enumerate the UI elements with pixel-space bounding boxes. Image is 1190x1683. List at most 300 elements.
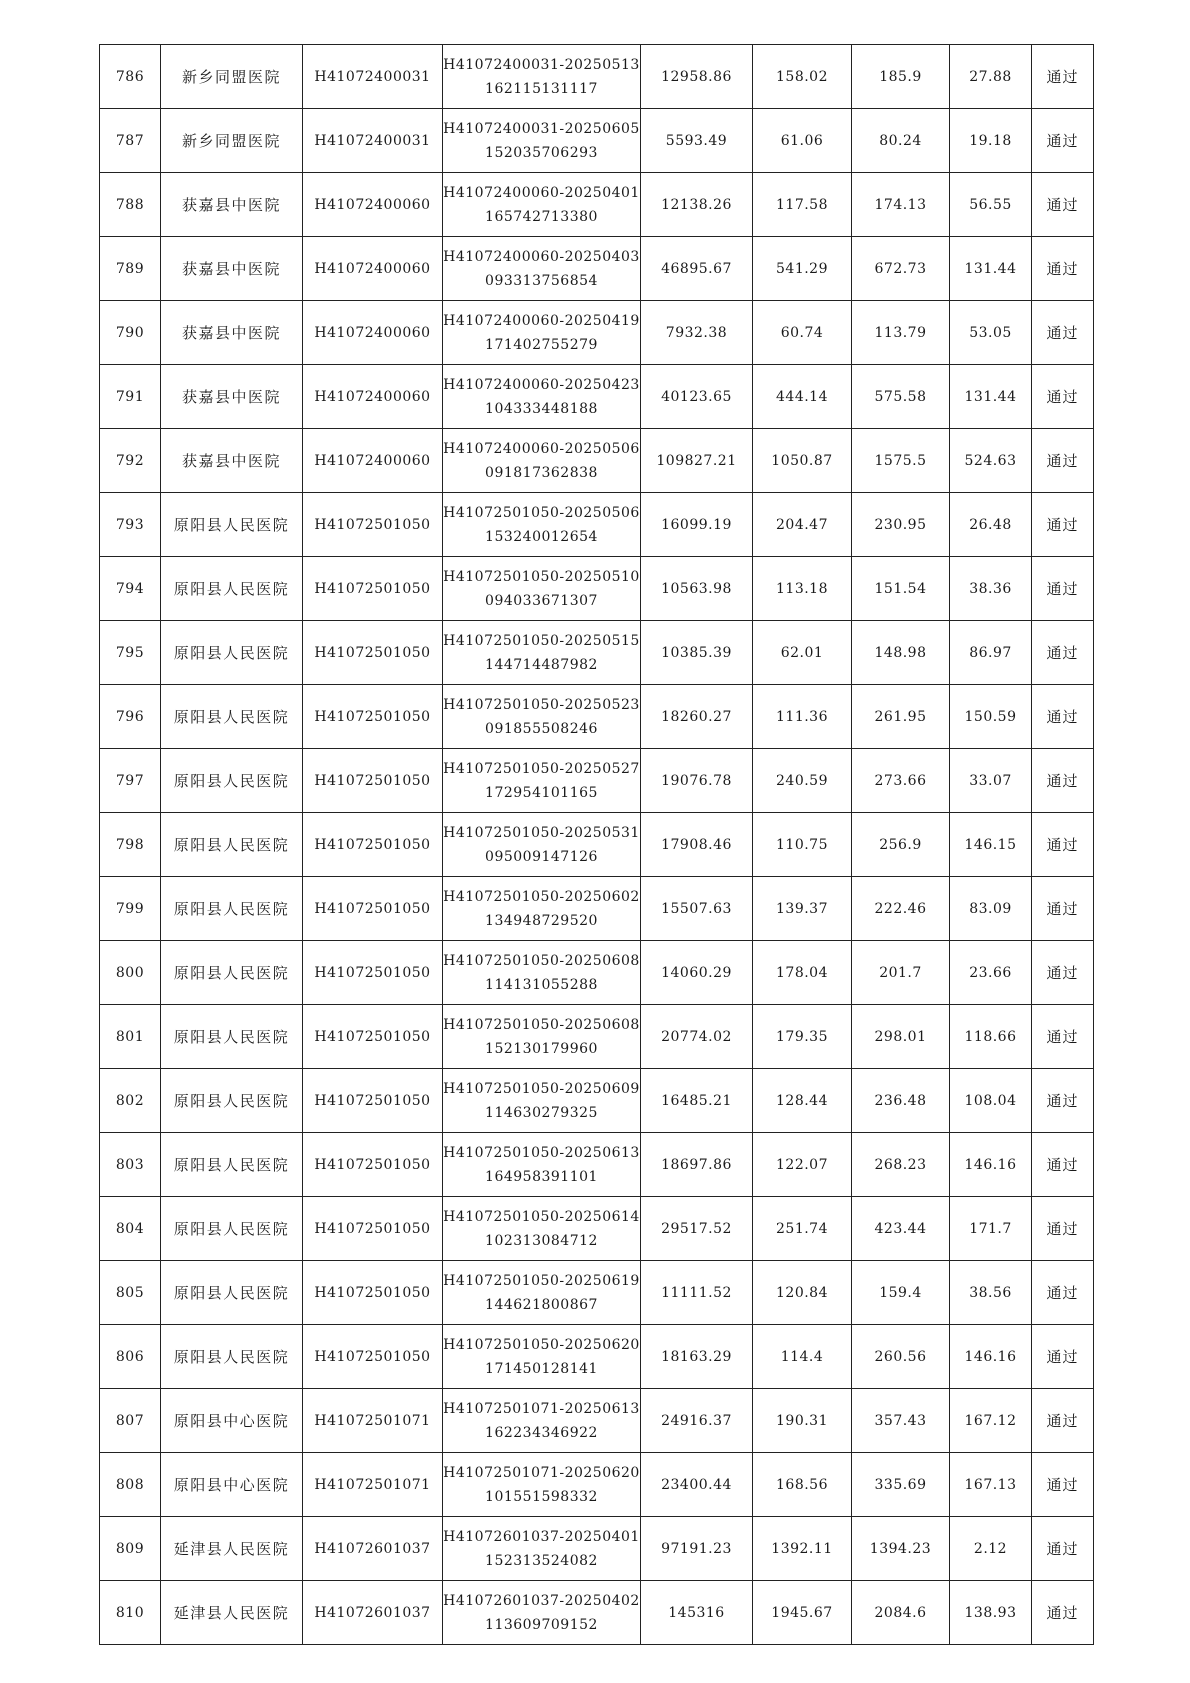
total-amount-cell: 97191.23 (641, 1517, 753, 1581)
document-number-line2: 134948729520 (485, 912, 598, 929)
document-number-line1: H41072501050-20250515 (443, 632, 640, 649)
document-number-line1: H41072501071-20250613 (443, 1400, 640, 1417)
result-cell: 通过 (1032, 941, 1094, 1005)
hospital-code-cell: H41072601037 (303, 1517, 443, 1581)
difference-cell: 171.7 (950, 1197, 1032, 1261)
value-a-cell: 114.4 (753, 1325, 852, 1389)
serial-number-cell: 806 (100, 1325, 161, 1389)
document-number-line1: H41072400031-20250513 (443, 56, 640, 73)
document-number-cell (443, 685, 641, 749)
value-a-cell: 168.56 (753, 1453, 852, 1517)
result-cell: 通过 (1032, 1325, 1094, 1389)
table-row (100, 1197, 1094, 1261)
table-row (100, 749, 1094, 813)
value-a-cell: 113.18 (753, 557, 852, 621)
document-number-cell (443, 557, 641, 621)
document-number-cell (443, 45, 641, 109)
difference-cell: 53.05 (950, 301, 1032, 365)
hospital-code-cell: H41072501050 (303, 1325, 443, 1389)
hospital-name-cell: 原阳县人民医院 (161, 749, 303, 813)
result-cell: 通过 (1032, 1453, 1094, 1517)
document-number-line1: H41072400031-20250605 (443, 120, 640, 137)
document-number-line1: H41072501050-20250602 (443, 888, 640, 905)
document-number-line2: 152035706293 (485, 144, 598, 161)
value-b-cell: 151.54 (852, 557, 950, 621)
value-a-cell: 110.75 (753, 813, 852, 877)
total-amount-cell: 12958.86 (641, 45, 753, 109)
hospital-name-cell: 获嘉县中医院 (161, 301, 303, 365)
document-number-line2: 095009147126 (485, 848, 598, 865)
document-number-line1: H41072501050-20250608 (443, 1016, 640, 1033)
difference-cell: 131.44 (950, 237, 1032, 301)
table-row (100, 1261, 1094, 1325)
value-b-cell: 357.43 (852, 1389, 950, 1453)
document-number-cell (443, 365, 641, 429)
total-amount-cell: 10385.39 (641, 621, 753, 685)
document-number-cell (443, 1133, 641, 1197)
value-a-cell: 444.14 (753, 365, 852, 429)
hospital-code-cell: H41072501071 (303, 1389, 443, 1453)
result-cell: 通过 (1032, 749, 1094, 813)
total-amount-cell: 10563.98 (641, 557, 753, 621)
table-row (100, 301, 1094, 365)
document-number-cell (443, 1325, 641, 1389)
serial-number-cell: 802 (100, 1069, 161, 1133)
difference-cell: 138.93 (950, 1581, 1032, 1645)
hospital-name-cell: 原阳县人民医院 (161, 1005, 303, 1069)
difference-cell: 23.66 (950, 941, 1032, 1005)
document-number-cell (443, 1069, 641, 1133)
hospital-name-cell: 原阳县人民医院 (161, 941, 303, 1005)
total-amount-cell: 23400.44 (641, 1453, 753, 1517)
total-amount-cell: 7932.38 (641, 301, 753, 365)
value-b-cell: 148.98 (852, 621, 950, 685)
value-a-cell: 62.01 (753, 621, 852, 685)
document-number-line1: H41072400060-20250403 (443, 248, 640, 265)
result-cell: 通过 (1032, 557, 1094, 621)
value-b-cell: 672.73 (852, 237, 950, 301)
hospital-code-cell: H41072601037 (303, 1581, 443, 1645)
hospital-code-cell: H41072400060 (303, 237, 443, 301)
table-row (100, 1517, 1094, 1581)
value-a-cell: 179.35 (753, 1005, 852, 1069)
hospital-name-cell: 获嘉县中医院 (161, 237, 303, 301)
serial-number-cell: 791 (100, 365, 161, 429)
document-number-line2: 152130179960 (485, 1040, 598, 1057)
total-amount-cell: 46895.67 (641, 237, 753, 301)
result-cell: 通过 (1032, 1389, 1094, 1453)
hospital-code-cell: H41072400060 (303, 173, 443, 237)
value-b-cell: 335.69 (852, 1453, 950, 1517)
hospital-code-cell: H41072501050 (303, 749, 443, 813)
document-number-cell (443, 109, 641, 173)
total-amount-cell: 18697.86 (641, 1133, 753, 1197)
table-row (100, 173, 1094, 237)
document-number-cell (443, 813, 641, 877)
hospital-name-cell: 原阳县人民医院 (161, 813, 303, 877)
table-row (100, 1325, 1094, 1389)
serial-number-cell: 786 (100, 45, 161, 109)
value-b-cell: 185.9 (852, 45, 950, 109)
serial-number-cell: 797 (100, 749, 161, 813)
hospital-code-cell: H41072501050 (303, 941, 443, 1005)
result-cell: 通过 (1032, 173, 1094, 237)
document-number-cell (443, 1453, 641, 1517)
total-amount-cell: 11111.52 (641, 1261, 753, 1325)
difference-cell: 19.18 (950, 109, 1032, 173)
serial-number-cell: 810 (100, 1581, 161, 1645)
table-row (100, 813, 1094, 877)
table-row (100, 1133, 1094, 1197)
document-number-line1: H41072501050-20250527 (443, 760, 640, 777)
value-b-cell: 222.46 (852, 877, 950, 941)
table-row (100, 429, 1094, 493)
serial-number-cell: 794 (100, 557, 161, 621)
document-number-line2: 101551598332 (485, 1488, 598, 1505)
hospital-name-cell: 原阳县人民医院 (161, 1261, 303, 1325)
hospital-code-cell: H41072501050 (303, 685, 443, 749)
document-number-line1: H41072400060-20250506 (443, 440, 640, 457)
document-number-line2: 171402755279 (485, 336, 598, 353)
difference-cell: 56.55 (950, 173, 1032, 237)
difference-cell: 2.12 (950, 1517, 1032, 1581)
table-row (100, 621, 1094, 685)
hospital-code-cell: H41072501050 (303, 1069, 443, 1133)
document-number-line1: H41072501050-20250506 (443, 504, 640, 521)
serial-number-cell: 795 (100, 621, 161, 685)
value-b-cell: 113.79 (852, 301, 950, 365)
difference-cell: 118.66 (950, 1005, 1032, 1069)
table-row (100, 685, 1094, 749)
table-row (100, 557, 1094, 621)
value-b-cell: 260.56 (852, 1325, 950, 1389)
difference-cell: 150.59 (950, 685, 1032, 749)
result-cell: 通过 (1032, 1517, 1094, 1581)
value-a-cell: 190.31 (753, 1389, 852, 1453)
result-cell: 通过 (1032, 1197, 1094, 1261)
serial-number-cell: 803 (100, 1133, 161, 1197)
value-a-cell: 111.36 (753, 685, 852, 749)
table-row (100, 45, 1094, 109)
document-number-line1: H41072501050-20250614 (443, 1208, 640, 1225)
document-number-line2: 093313756854 (485, 272, 598, 289)
total-amount-cell: 16099.19 (641, 493, 753, 557)
value-b-cell: 575.58 (852, 365, 950, 429)
serial-number-cell: 790 (100, 301, 161, 365)
difference-cell: 38.36 (950, 557, 1032, 621)
table-row (100, 1453, 1094, 1517)
result-cell: 通过 (1032, 813, 1094, 877)
document-number-cell (443, 1581, 641, 1645)
value-a-cell: 139.37 (753, 877, 852, 941)
total-amount-cell: 5593.49 (641, 109, 753, 173)
document-number-cell (443, 237, 641, 301)
serial-number-cell: 808 (100, 1453, 161, 1517)
serial-number-cell: 804 (100, 1197, 161, 1261)
serial-number-cell: 798 (100, 813, 161, 877)
result-cell: 通过 (1032, 1581, 1094, 1645)
serial-number-cell: 809 (100, 1517, 161, 1581)
document-number-cell (443, 749, 641, 813)
value-b-cell: 174.13 (852, 173, 950, 237)
serial-number-cell: 807 (100, 1389, 161, 1453)
table-row (100, 877, 1094, 941)
document-number-line2: 114630279325 (485, 1104, 598, 1121)
document-number-line1: H41072601037-20250402 (443, 1592, 640, 1609)
result-cell: 通过 (1032, 1133, 1094, 1197)
document-number-line1: H41072501050-20250609 (443, 1080, 640, 1097)
difference-cell: 167.12 (950, 1389, 1032, 1453)
table-row (100, 365, 1094, 429)
document-number-cell (443, 493, 641, 557)
document-number-line1: H41072501050-20250620 (443, 1336, 640, 1353)
hospital-name-cell: 原阳县人民医院 (161, 1325, 303, 1389)
value-a-cell: 541.29 (753, 237, 852, 301)
document-number-cell (443, 941, 641, 1005)
hospital-code-cell: H41072400060 (303, 429, 443, 493)
hospital-code-cell: H41072400031 (303, 109, 443, 173)
document-number-line2: 153240012654 (485, 528, 598, 545)
document-number-cell (443, 1389, 641, 1453)
table-row (100, 237, 1094, 301)
hospital-code-cell: H41072501050 (303, 877, 443, 941)
total-amount-cell: 29517.52 (641, 1197, 753, 1261)
serial-number-cell: 799 (100, 877, 161, 941)
result-cell: 通过 (1032, 365, 1094, 429)
total-amount-cell: 145316 (641, 1581, 753, 1645)
serial-number-cell: 789 (100, 237, 161, 301)
serial-number-cell: 788 (100, 173, 161, 237)
table-body (100, 45, 1094, 1645)
document-number-cell (443, 429, 641, 493)
serial-number-cell: 787 (100, 109, 161, 173)
document-number-line1: H41072501050-20250619 (443, 1272, 640, 1289)
total-amount-cell: 109827.21 (641, 429, 753, 493)
document-number-line1: H41072400060-20250423 (443, 376, 640, 393)
document-number-line1: H41072501050-20250510 (443, 568, 640, 585)
serial-number-cell: 793 (100, 493, 161, 557)
hospital-name-cell: 原阳县人民医院 (161, 1197, 303, 1261)
total-amount-cell: 17908.46 (641, 813, 753, 877)
document-number-line1: H41072501071-20250620 (443, 1464, 640, 1481)
document-number-line2: 172954101165 (485, 784, 598, 801)
document-number-line2: 162234346922 (485, 1424, 598, 1441)
hospital-name-cell: 新乡同盟医院 (161, 109, 303, 173)
document-number-cell (443, 1261, 641, 1325)
serial-number-cell: 792 (100, 429, 161, 493)
document-number-line2: 144621800867 (485, 1296, 598, 1313)
value-a-cell: 60.74 (753, 301, 852, 365)
document-number-cell (443, 1005, 641, 1069)
difference-cell: 33.07 (950, 749, 1032, 813)
value-b-cell: 80.24 (852, 109, 950, 173)
document-number-line2: 114131055288 (485, 976, 598, 993)
hospital-code-cell: H41072501050 (303, 1005, 443, 1069)
value-b-cell: 256.9 (852, 813, 950, 877)
difference-cell: 26.48 (950, 493, 1032, 557)
difference-cell: 167.13 (950, 1453, 1032, 1517)
result-cell: 通过 (1032, 877, 1094, 941)
result-cell: 通过 (1032, 1261, 1094, 1325)
value-a-cell: 1050.87 (753, 429, 852, 493)
result-cell: 通过 (1032, 621, 1094, 685)
document-number-line2: 102313084712 (485, 1232, 598, 1249)
value-b-cell: 273.66 (852, 749, 950, 813)
total-amount-cell: 12138.26 (641, 173, 753, 237)
value-b-cell: 230.95 (852, 493, 950, 557)
document-number-cell (443, 877, 641, 941)
hospital-name-cell: 延津县人民医院 (161, 1517, 303, 1581)
table-row (100, 941, 1094, 1005)
hospital-name-cell: 原阳县人民医院 (161, 557, 303, 621)
value-a-cell: 122.07 (753, 1133, 852, 1197)
value-b-cell: 261.95 (852, 685, 950, 749)
total-amount-cell: 24916.37 (641, 1389, 753, 1453)
hospital-name-cell: 原阳县人民医院 (161, 877, 303, 941)
document-number-line2: 091817362838 (485, 464, 598, 481)
document-number-line2: 171450128141 (485, 1360, 598, 1377)
document-number-line1: H41072501050-20250613 (443, 1144, 640, 1161)
value-a-cell: 120.84 (753, 1261, 852, 1325)
audit-results-table (99, 44, 1094, 1645)
hospital-name-cell: 原阳县中心医院 (161, 1453, 303, 1517)
total-amount-cell: 40123.65 (641, 365, 753, 429)
difference-cell: 86.97 (950, 621, 1032, 685)
result-cell: 通过 (1032, 493, 1094, 557)
document-number-line2: 162115131117 (485, 80, 598, 97)
result-cell: 通过 (1032, 45, 1094, 109)
table-row (100, 109, 1094, 173)
difference-cell: 27.88 (950, 45, 1032, 109)
difference-cell: 146.16 (950, 1325, 1032, 1389)
hospital-name-cell: 原阳县人民医院 (161, 685, 303, 749)
hospital-name-cell: 原阳县人民医院 (161, 493, 303, 557)
value-b-cell: 268.23 (852, 1133, 950, 1197)
value-b-cell: 423.44 (852, 1197, 950, 1261)
difference-cell: 108.04 (950, 1069, 1032, 1133)
table-row (100, 1389, 1094, 1453)
value-a-cell: 251.74 (753, 1197, 852, 1261)
hospital-name-cell: 原阳县人民医院 (161, 1133, 303, 1197)
document-number-line2: 091855508246 (485, 720, 598, 737)
document-number-cell (443, 1197, 641, 1261)
document-number-line2: 152313524082 (485, 1552, 598, 1569)
hospital-code-cell: H41072501050 (303, 1197, 443, 1261)
difference-cell: 38.56 (950, 1261, 1032, 1325)
document-number-cell (443, 1517, 641, 1581)
document-number-line2: 113609709152 (485, 1616, 598, 1633)
value-b-cell: 236.48 (852, 1069, 950, 1133)
serial-number-cell: 805 (100, 1261, 161, 1325)
hospital-name-cell: 原阳县人民医院 (161, 1069, 303, 1133)
document-number-line1: H41072400060-20250419 (443, 312, 640, 329)
document-number-line1: H41072601037-20250401 (443, 1528, 640, 1545)
difference-cell: 131.44 (950, 365, 1032, 429)
value-a-cell: 128.44 (753, 1069, 852, 1133)
difference-cell: 146.16 (950, 1133, 1032, 1197)
result-cell: 通过 (1032, 685, 1094, 749)
hospital-name-cell: 获嘉县中医院 (161, 429, 303, 493)
hospital-code-cell: H41072501050 (303, 557, 443, 621)
table-row (100, 1581, 1094, 1645)
hospital-code-cell: H41072501071 (303, 1453, 443, 1517)
hospital-name-cell: 获嘉县中医院 (161, 173, 303, 237)
document-number-line1: H41072501050-20250523 (443, 696, 640, 713)
hospital-code-cell: H41072400060 (303, 301, 443, 365)
value-b-cell: 298.01 (852, 1005, 950, 1069)
document-number-line1: H41072400060-20250401 (443, 184, 640, 201)
value-b-cell: 1394.23 (852, 1517, 950, 1581)
table-row (100, 1005, 1094, 1069)
hospital-code-cell: H41072400060 (303, 365, 443, 429)
document-number-line2: 104333448188 (485, 400, 598, 417)
document-number-line2: 164958391101 (485, 1168, 598, 1185)
value-a-cell: 1945.67 (753, 1581, 852, 1645)
value-a-cell: 240.59 (753, 749, 852, 813)
document-number-cell (443, 621, 641, 685)
hospital-name-cell: 新乡同盟医院 (161, 45, 303, 109)
value-a-cell: 117.58 (753, 173, 852, 237)
hospital-code-cell: H41072501050 (303, 1133, 443, 1197)
serial-number-cell: 800 (100, 941, 161, 1005)
result-cell: 通过 (1032, 109, 1094, 173)
value-b-cell: 1575.5 (852, 429, 950, 493)
result-cell: 通过 (1032, 429, 1094, 493)
hospital-code-cell: H41072501050 (303, 493, 443, 557)
serial-number-cell: 801 (100, 1005, 161, 1069)
total-amount-cell: 19076.78 (641, 749, 753, 813)
result-cell: 通过 (1032, 1069, 1094, 1133)
document-number-cell (443, 301, 641, 365)
result-cell: 通过 (1032, 1005, 1094, 1069)
document-number-line1: H41072501050-20250608 (443, 952, 640, 969)
value-a-cell: 158.02 (753, 45, 852, 109)
document-number-line2: 094033671307 (485, 592, 598, 609)
hospital-name-cell: 延津县人民医院 (161, 1581, 303, 1645)
hospital-code-cell: H41072501050 (303, 621, 443, 685)
result-cell: 通过 (1032, 301, 1094, 365)
value-a-cell: 204.47 (753, 493, 852, 557)
hospital-code-cell: H41072400031 (303, 45, 443, 109)
total-amount-cell: 15507.63 (641, 877, 753, 941)
document-number-line1: H41072501050-20250531 (443, 824, 640, 841)
total-amount-cell: 18260.27 (641, 685, 753, 749)
hospital-name-cell: 原阳县人民医院 (161, 621, 303, 685)
total-amount-cell: 18163.29 (641, 1325, 753, 1389)
document-number-cell (443, 173, 641, 237)
value-b-cell: 2084.6 (852, 1581, 950, 1645)
difference-cell: 83.09 (950, 877, 1032, 941)
document-number-line2: 144714487982 (485, 656, 598, 673)
difference-cell: 146.15 (950, 813, 1032, 877)
table-row (100, 493, 1094, 557)
difference-cell: 524.63 (950, 429, 1032, 493)
table-row (100, 1069, 1094, 1133)
value-a-cell: 178.04 (753, 941, 852, 1005)
serial-number-cell: 796 (100, 685, 161, 749)
result-cell: 通过 (1032, 237, 1094, 301)
document-number-line2: 165742713380 (485, 208, 598, 225)
value-b-cell: 159.4 (852, 1261, 950, 1325)
value-a-cell: 1392.11 (753, 1517, 852, 1581)
hospital-name-cell: 原阳县中心医院 (161, 1389, 303, 1453)
document-page (99, 44, 1093, 1645)
hospital-name-cell: 获嘉县中医院 (161, 365, 303, 429)
total-amount-cell: 16485.21 (641, 1069, 753, 1133)
value-a-cell: 61.06 (753, 109, 852, 173)
hospital-code-cell: H41072501050 (303, 813, 443, 877)
total-amount-cell: 20774.02 (641, 1005, 753, 1069)
